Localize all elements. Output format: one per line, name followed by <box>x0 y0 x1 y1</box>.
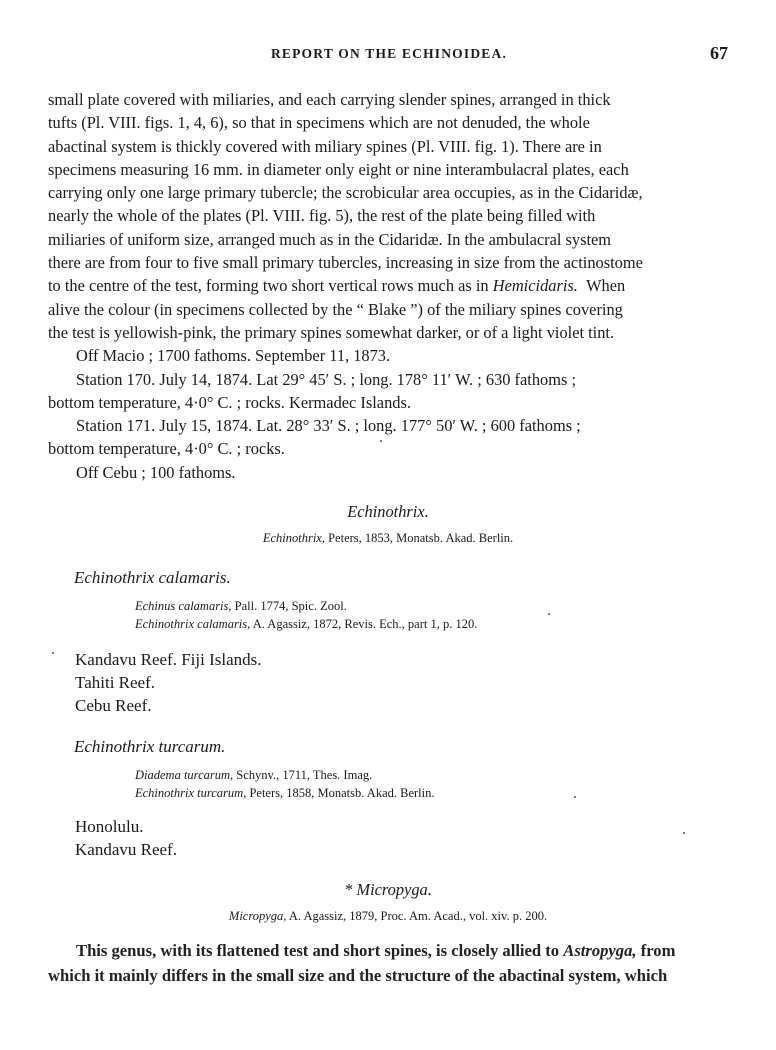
station-171 <box>48 414 728 461</box>
running-head: REPORT ON THE ECHINOIDEA. <box>270 46 508 61</box>
text-line: nearly the whole of the plates (Pl. VIII. fig. 5), the rest of the plate being filled with <box>48 206 596 226</box>
page-header <box>48 43 730 68</box>
ref-citation: Peters, 1853, Monatsb. Akad. Berlin. <box>324 531 514 545</box>
ref-citation: A. Agassiz, 1879, Proc. Am. Acad., vol. xiv. p. 200. <box>286 909 548 923</box>
text-line: specimens measuring 16 mm. in diameter only eight or nine interambulacral plates, each <box>48 159 629 179</box>
synonym-name: Echinothrix calamaris, <box>135 617 251 631</box>
text-line: bottom temperature, 4·0° C. ; rocks. <box>48 439 285 459</box>
genus-reference-micropyga <box>48 909 728 924</box>
station-170 <box>48 368 728 415</box>
print-speck <box>52 652 54 654</box>
print-speck <box>548 613 550 615</box>
print-speck <box>574 796 576 798</box>
text-fragment: When <box>586 276 626 296</box>
print-speck <box>380 440 382 442</box>
synonym-citation: A. Agassiz, 1872, Revis. Ech., part 1, p. 120. <box>250 617 478 631</box>
text-line: the test is yellowish-pink, the primary spines somewhat darker, or of a light violet tint. <box>48 322 615 342</box>
station-off-cebu: Off Cebu ; 100 fathoms. <box>76 462 236 482</box>
species-heading-calamaris: Echinothrix calamaris. <box>74 568 231 587</box>
print-speck <box>683 832 685 834</box>
text-line: alive the colour (in specimens collected by the “ Blake ”) of the miliary spines covering <box>48 299 623 319</box>
text-line: bottom temperature, 4·0° C. ; rocks. Kermadec Islands. <box>48 392 411 412</box>
localities-calamaris <box>75 648 262 717</box>
locality: Kandavu Reef. <box>75 840 177 859</box>
synonym-name: Echinus calamaris, <box>135 599 232 613</box>
text-line: Station 171. July 15, 1874. Lat. 28° 33′ S. ; long. 177° 50′ W. ; 600 fathoms ; <box>76 416 581 436</box>
locality: Tahiti Reef. <box>75 673 156 692</box>
text-line-hemicidaris <box>48 274 728 297</box>
genus-hemicidaris: Hemicidaris. <box>492 276 578 296</box>
ref-genus-name: Echinothrix, <box>262 531 325 545</box>
station-off-macio: Off Macio ; 1700 fathoms. September 11, 1873. <box>76 346 391 366</box>
ref-genus-name: Micropyga, <box>228 909 287 923</box>
text-line: small plate covered with miliaries, and each carrying slender spines, arranged in thick <box>48 90 611 109</box>
synonymy-calamaris <box>135 597 695 633</box>
paragraph-micropyga <box>48 938 728 963</box>
text-line: abactinal system is thickly covered with miliary spines (Pl. VIII. fig. 1). There are in <box>48 136 602 156</box>
genus-astropyga: Astropyga, <box>563 941 637 960</box>
text-line: carrying only one large primary tubercle; the scrobicular area occupies, as in the Cidaridæ, <box>48 183 643 203</box>
text-fragment: from <box>636 941 676 960</box>
text-line: miliaries of uniform size, arranged much as in the Cidaridæ. In the ambulacral system <box>48 229 612 249</box>
paragraph-micropyga-description <box>48 88 728 344</box>
text-line: Station 170. July 14, 1874. Lat 29° 45′ S. ; long. 178° 11′ W. ; 630 fathoms ; <box>76 369 577 389</box>
synonym-citation: Peters, 1858, Monatsb. Akad. Berlin. <box>246 786 435 800</box>
text-line: there are from four to five small primary tubercles, increasing in size from the actinostome <box>48 253 643 273</box>
synonymy-turcarum <box>135 766 695 802</box>
synonym-entry <box>135 784 695 802</box>
locality: Cebu Reef. <box>75 696 152 715</box>
text-line: which it mainly differs in the small size and the structure of the abactinal system, which <box>48 966 668 985</box>
locality: Honolulu. <box>75 817 144 836</box>
species-heading-turcarum: Echinothrix turcarum. <box>74 737 226 756</box>
synonym-name: Diadema turcarum, <box>135 768 234 782</box>
text-fragment: to the centre of the test, forming two short vertical rows much as in <box>48 276 489 296</box>
text-line: tufts (Pl. VIII. figs. 1, 4, 6), so that in specimens which are not denuded, the whole <box>48 113 590 133</box>
localities-turcarum <box>75 815 177 861</box>
synonym-entry <box>135 615 695 633</box>
synonym-entry <box>135 766 695 784</box>
genus-heading-echinothrix: Echinothrix. <box>347 502 429 521</box>
genus-reference-echinothrix <box>48 531 728 546</box>
text-fragment: This genus, with its flattened test and short spines, is closely allied to <box>76 941 564 960</box>
synonym-citation: Schynv., 1711, Thes. Imag. <box>233 768 373 782</box>
synonym-citation: Pall. 1774, Spic. Zool. <box>231 599 347 613</box>
locality: Kandavu Reef. Fiji Islands. <box>75 650 262 669</box>
synonym-name: Echinothrix turcarum, <box>135 786 247 800</box>
micropyga-text <box>48 938 728 988</box>
body-text <box>48 88 728 484</box>
genus-heading-micropyga: * Micropyga. <box>344 880 432 899</box>
synonym-entry <box>135 597 695 615</box>
page-number: 67 <box>710 43 728 63</box>
